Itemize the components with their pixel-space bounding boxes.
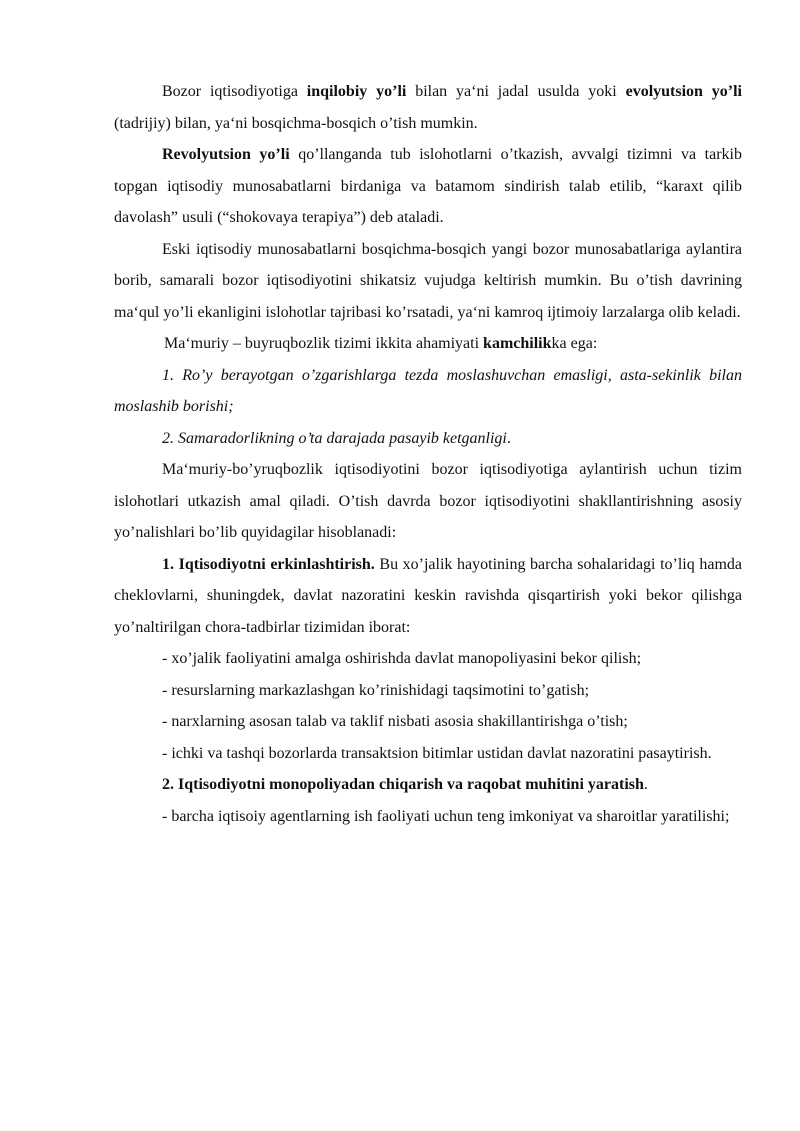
text-segment: bilan ya‘ni jadal usulda yoki [406,83,626,100]
text-segment: . [506,429,511,447]
text-segment-bold: 2. Iqtisodiyotni monopoliyadan chiqarish va raqobat muhitini yaratish [162,776,644,793]
text-segment: - barcha iqtisoiy agentlarning ish faoliyati uchun teng imkoniyat va sharoitlar yaratilishi; [162,807,730,825]
paragraph-shortcoming-1 [114,360,742,423]
text-segment: Bozor iqtisodiyotiga [162,83,307,100]
list-item-resources [114,675,742,707]
text-segment-italic: 2. Samaradorlikning o’ta darajada pasayib ketganligi [162,429,507,447]
text-segment: ka ega: [551,335,598,352]
text-segment: Ma‘muriy – buyruqbozlik tizimi ikkita ahamiyati [164,335,484,352]
paragraph-demonopolization [114,769,742,801]
list-item-equal-opportunities [114,801,742,833]
text-segment-bold: evolyutsion yo’li [625,83,742,100]
text-segment-bold: kamchilik [483,335,552,352]
paragraph-gradual-path [114,234,742,329]
text-segment: Ma‘muriy-bo’yruqbozlik iqtisodiyotini bozor iqtisodiyotiga aylantirish uchun tizim islohotlari utkazish amal qiladi. O’tish davrda bozor iqtisodiyotini shakllantirishning asosiy yo’nalishlari bo’lib quyidagilar hisoblanadi: [114,461,742,541]
list-item-prices [114,706,742,738]
text-segment-bold: 1. Iqtisodiyotni erkinlashtirish. [162,555,375,573]
paragraph-shortcoming-2 [114,423,742,455]
paragraph-shortcomings-intro [114,328,742,360]
text-segment: - resurslarning markazlashgan ko’rinishidagi taqsimotini to’gatish; [162,681,590,699]
list-item-markets-control [114,738,742,770]
paragraph-transition-paths [114,76,742,139]
text-segment: (tadrijiy) bilan, ya‘ni bosqichma-bosqich o’tish mumkin. [114,114,478,132]
text-segment: Bu xo’jalik hayotining barcha sohalaridagi to’liq hamda cheklovlarni, shuningdek, davlat nazoratini keskin ravishda qisqartirish yoki bekor qilishga yo’naltirilgan chora-tadbirlar tizimidan iborat: [114,555,742,636]
paragraph-system-reforms [114,454,742,549]
paragraph-liberalization [114,549,742,644]
text-segment: - xo’jalik faoliyatini amalga oshirishda davlat manopoliyasini bekor qilish; [162,650,642,667]
text-segment-bold: Revolyutsion yo’li [162,146,290,163]
text-segment: . [643,776,648,793]
text-segment: - narxlarning asosan talab va taklif nisbati asosia shakillantirishga o’tish; [162,713,628,730]
document-page [114,76,742,832]
paragraph-revolutionary-path [114,139,742,234]
text-segment: - ichki va tashqi bozorlarda transaktsion bitimlar ustidan davlat nazoratini pasaytirish. [162,744,712,762]
text-segment-italic: 1. Ro’y berayotgan o’zgarishlarga tezda moslashuvchan emasligi, asta-sekinlik bilan moslashib borishi; [114,366,742,415]
text-segment-bold: inqilobiy yo’li [306,83,407,100]
text-segment: Eski iqtisodiy munosabatlarni bosqichma-bosqich yangi bozor munosabatlariga aylantira borib, samarali bozor iqtisodiyotini shikatsiz vujudga keltirish mumkin. Bu o’tish davrining ma‘qul yo’li ekanligini islohotlar tajribasi ko’rsatadi, ya‘ni kamroq ijtimoiy larzalarga olib keladi. [114,240,742,321]
list-item-abolish-monopoly [114,643,742,675]
text-segment: qo’llanganda tub islohotlarni o’tkazish, avvalgi tizimni va tarkib topgan iqtisodiy munosabatlarni birdaniga va batamom sindirish talab etilib, “karaxt qilib davolash” usuli (“shokovaya terapiya”) deb ataladi. [114,146,742,226]
